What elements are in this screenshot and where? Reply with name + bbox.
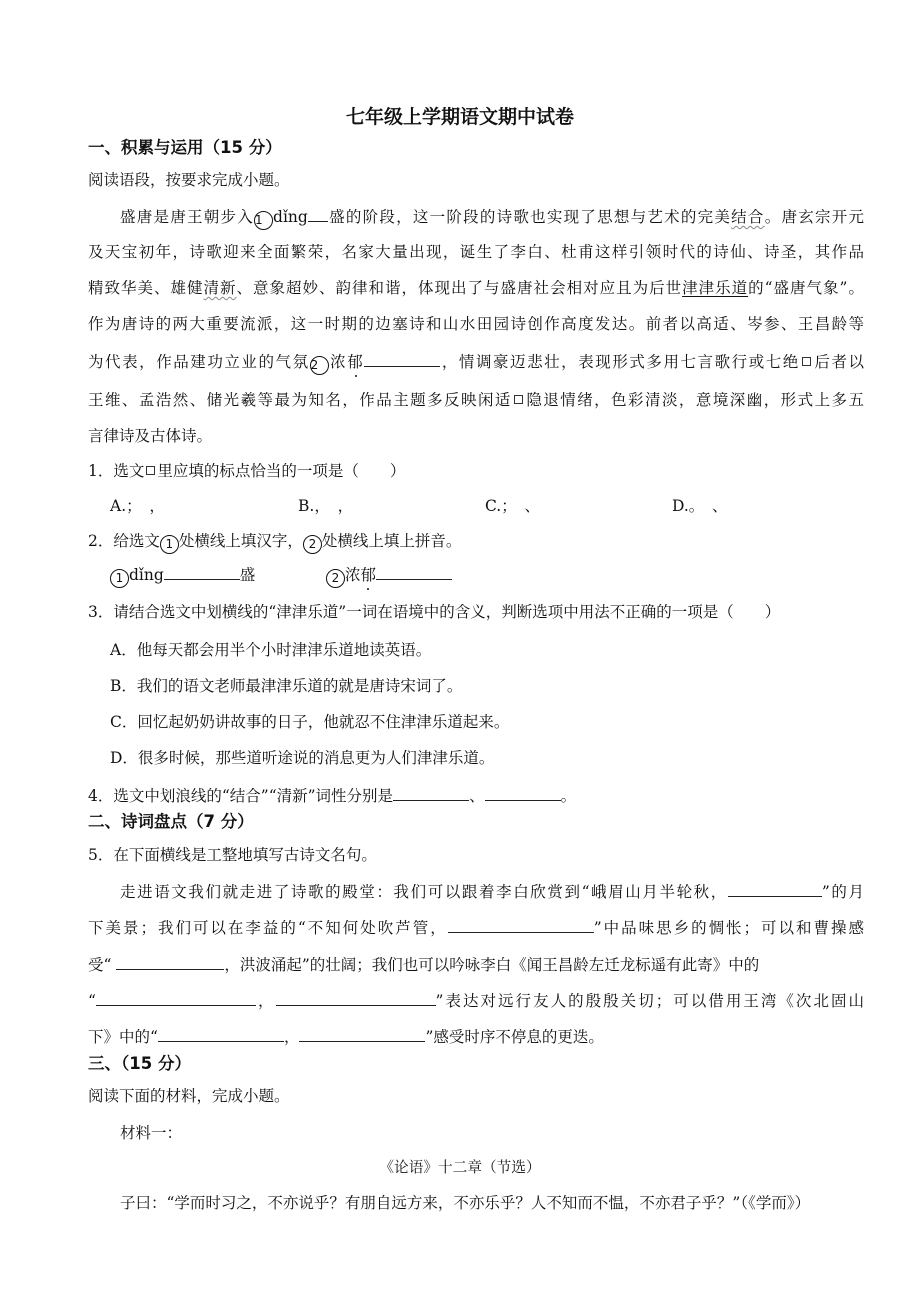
circled-number-2: 2 [326, 569, 345, 588]
answer-blank[interactable] [164, 563, 240, 580]
punctuation-box[interactable] [802, 357, 811, 366]
q1-option-b[interactable]: B.， ， [298, 497, 354, 515]
section-heading-2: 二、诗词盘点（7 分） [88, 812, 254, 831]
answer-blank[interactable] [116, 953, 224, 970]
q3-option-b[interactable]: B．我们的语文老师最津津乐道的就是唐诗宋词了。 [110, 677, 463, 695]
answer-blank[interactable] [299, 1025, 425, 1042]
answer-blank[interactable] [485, 784, 561, 801]
question-1-stem: 1．选文 里应填的标点恰当的一项是（ ） [88, 462, 406, 480]
punctuation-box [146, 466, 155, 475]
page-title: 七年级上学期语文期中试卷 [345, 106, 574, 128]
material-label: 材料一： [120, 1124, 183, 1142]
material-heading: 《论语》十二章（节选） [379, 1159, 541, 1176]
question-5-stem: 5．在下面横线是工整地填写古诗文名句。 [88, 846, 377, 864]
answer-blank[interactable] [276, 989, 436, 1006]
passage-line-5: 为代表，作品建功立业的气氛2 浓郁 ，情调豪迈悲壮，表现形式多用七言歌行或七绝 后者以 [88, 350, 864, 375]
question-3-stem: 3．请结合选文中划横线的“津津乐道”一词在语境中的含义，判断选项中用法不正确的一项是（ ） [88, 603, 781, 621]
q3-option-c[interactable]: C．回忆起奶奶讲故事的日子，他就忍不住津津乐道起来。 [110, 713, 510, 731]
circled-number-2: 2 [303, 535, 322, 554]
circled-number-1: 1 [110, 569, 129, 588]
question-4: 4．选文中划浪线的“结合”“清新”词性分别是 、 。 [88, 784, 576, 806]
section-heading-3: 三、（15 分） [88, 1054, 191, 1073]
material-text: 子曰：“学而时习之，不亦说乎？有朋自远方来，不亦乐乎？人不知而不愠，不亦君子乎？”（《学而》） [120, 1194, 811, 1212]
q5-line-3: 受“ ，洪波涌起”的壮阔；我们也可以吟咏李白《闻王昌龄左迁龙标遥有此寄》中的 [88, 953, 759, 975]
q2-item-2: 2 浓郁 [326, 563, 452, 588]
answer-blank[interactable] [158, 1025, 284, 1042]
q5-line-2: 下美景；我们可以在李益的“不知何处吹芦管， ”中品味思乡的惆怅；可以和曹操感 [88, 916, 864, 938]
underlined-word: 津津乐道 [682, 279, 749, 297]
section-heading-1: 一、积累与运用（15 分） [88, 138, 282, 157]
q5-line-4: “ ， ”表达对远行友人的殷殷关切；可以借用王湾《次北固山 [88, 989, 864, 1011]
q1-option-a[interactable]: A.； ， [110, 497, 165, 515]
punctuation-box[interactable] [514, 395, 523, 404]
passage-line-1: 盛唐是唐王朝步入1 dǐng 盛的阶段，这一阶段的诗歌也实现了思想与艺术的完美结合。唐玄宗开元 [120, 205, 864, 230]
passage-line-3: 精致华美、雄健清新、意象超妙、韵律和谐，体现出了与盛唐社会相对应且为后世津津乐道的“盛唐气象”。 [88, 279, 864, 297]
passage-line-6: 王维、孟浩然、储光羲等最为知名，作品主题多反映闲适 隐退情绪，色彩清淡，意境深幽，形式上多五 [88, 391, 864, 409]
q1-option-c[interactable]: C.； 、 [485, 497, 540, 515]
question-2-stem: 2．给选文 1 处横线上填汉字， 2 处横线上填上拼音。 [88, 531, 461, 554]
q2-item-1: 1 dǐng 盛 [110, 563, 255, 588]
passage-line-4: 作为唐诗的两大重要流派，这一时期的边塞诗和山水田园诗创作高度发达。前者以高适、岑参、王昌龄等 [88, 315, 864, 333]
section-3-instruction: 阅读下面的材料，完成小题。 [88, 1087, 290, 1105]
wavy-underlined-word: 清新 [203, 279, 237, 297]
passage-line-2: 及天宝初年，诗歌迎来全面繁荣，名家大量出现，诞生了李白、杜甫这样引领时代的诗仙、诗圣，其作品 [88, 243, 864, 261]
answer-blank[interactable] [728, 880, 822, 897]
q1-option-d[interactable]: D.。 、 [672, 497, 728, 515]
blank-line[interactable] [308, 205, 328, 222]
passage-line-7: 言律诗及古体诗。 [88, 427, 213, 445]
answer-blank[interactable] [393, 784, 469, 801]
circled-number-2: 2 [310, 356, 329, 375]
answer-blank[interactable] [96, 989, 256, 1006]
wavy-underlined-word: 结合 [731, 208, 765, 226]
circled-number-1: 1 [254, 211, 273, 230]
answer-blank[interactable] [376, 563, 452, 580]
q3-option-d[interactable]: D．很多时候，那些道听途说的消息更为人们津津乐道。 [110, 749, 495, 767]
q3-option-a[interactable]: A．他每天都会用半个小时津津乐道地读英语。 [110, 641, 432, 659]
circled-number-1: 1 [160, 535, 179, 554]
blank-line[interactable] [364, 350, 440, 367]
q5-line-5: 下》中的“ ， ”感受时序不停息的更迭。 [88, 1025, 604, 1047]
answer-blank[interactable] [448, 916, 594, 933]
section-1-instruction: 阅读语段，按要求完成小题。 [88, 171, 290, 189]
q5-line-1: 走进语文我们就走进了诗歌的殿堂：我们可以跟着李白欣赏到“峨眉山月半轮秋， ”的月 [120, 880, 864, 902]
